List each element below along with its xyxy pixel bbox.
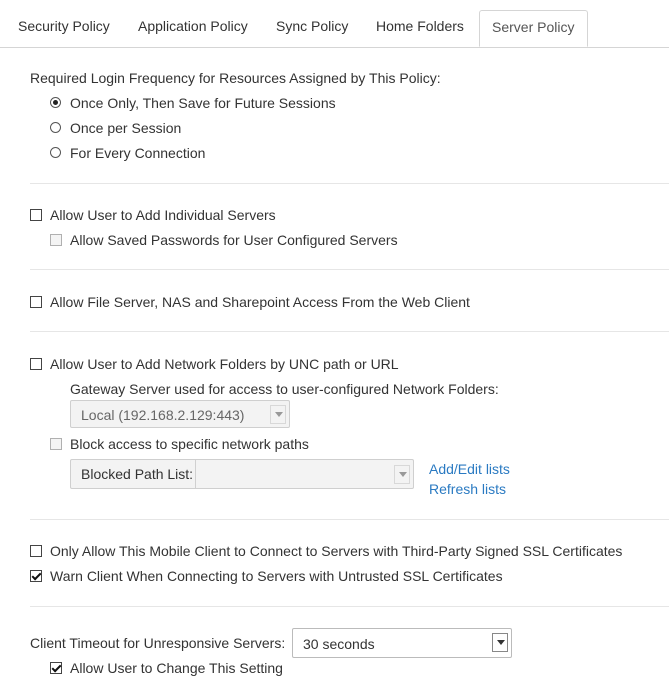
radio-once-per-session-label[interactable]: Once per Session bbox=[70, 120, 182, 136]
tab-application-policy[interactable]: Application Policy bbox=[138, 18, 248, 34]
add-network-folders-label[interactable]: Allow User to Add Network Folders by UNC path or URL bbox=[50, 356, 399, 372]
client-timeout-label: Client Timeout for Unresponsive Servers: bbox=[30, 635, 286, 651]
section-divider bbox=[30, 331, 669, 332]
section-divider bbox=[30, 183, 669, 184]
add-network-folders-checkbox[interactable] bbox=[30, 358, 42, 370]
third-party-ssl-label[interactable]: Only Allow This Mobile Client to Connect to Servers with Third-Party Signed SSL Certificates bbox=[50, 543, 623, 559]
radio-once-per-session[interactable] bbox=[50, 122, 61, 133]
radio-every-connection[interactable] bbox=[50, 147, 61, 158]
chevron-down-icon bbox=[492, 633, 508, 652]
allow-change-setting-label[interactable]: Allow User to Change This Setting bbox=[70, 660, 283, 676]
chevron-down-icon bbox=[394, 465, 410, 484]
tab-sync-policy[interactable]: Sync Policy bbox=[276, 18, 349, 34]
select-divider bbox=[195, 460, 196, 488]
chevron-down-icon bbox=[270, 405, 286, 424]
gateway-server-value: Local (192.168.2.129:443) bbox=[81, 407, 245, 423]
add-individual-servers-label[interactable]: Allow User to Add Individual Servers bbox=[50, 207, 276, 223]
client-timeout-value: 30 seconds bbox=[303, 636, 375, 652]
add-edit-lists-link[interactable]: Add/Edit lists bbox=[429, 461, 510, 477]
third-party-ssl-checkbox[interactable] bbox=[30, 545, 42, 557]
tab-home-folders[interactable]: Home Folders bbox=[376, 18, 464, 34]
block-paths-checkbox[interactable] bbox=[50, 438, 62, 450]
tab-divider bbox=[0, 47, 669, 48]
blocked-path-list-label: Blocked Path List: bbox=[81, 466, 194, 482]
radio-once-only-label[interactable]: Once Only, Then Save for Future Sessions bbox=[70, 95, 336, 111]
saved-passwords-label[interactable]: Allow Saved Passwords for User Configured Servers bbox=[70, 232, 398, 248]
block-paths-label[interactable]: Block access to specific network paths bbox=[70, 436, 309, 452]
radio-once-only[interactable] bbox=[50, 97, 61, 108]
allow-change-setting-checkbox[interactable] bbox=[50, 662, 62, 674]
radio-every-connection-label[interactable]: For Every Connection bbox=[70, 145, 206, 161]
tab-bar bbox=[0, 0, 669, 48]
file-server-access-checkbox[interactable] bbox=[30, 296, 42, 308]
file-server-access-label[interactable]: Allow File Server, NAS and Sharepoint Access From the Web Client bbox=[50, 294, 470, 310]
client-timeout-select[interactable] bbox=[292, 628, 512, 658]
login-frequency-label: Required Login Frequency for Resources Assigned by This Policy: bbox=[30, 70, 441, 86]
tab-security-policy[interactable]: Security Policy bbox=[18, 18, 110, 34]
add-individual-servers-checkbox[interactable] bbox=[30, 209, 42, 221]
saved-passwords-checkbox[interactable] bbox=[50, 234, 62, 246]
section-divider bbox=[30, 269, 669, 270]
tab-server-policy[interactable]: Server Policy bbox=[479, 10, 588, 47]
warn-untrusted-ssl-label[interactable]: Warn Client When Connecting to Servers with Untrusted SSL Certificates bbox=[50, 568, 503, 584]
gateway-server-select[interactable] bbox=[70, 400, 290, 428]
section-divider bbox=[30, 606, 669, 607]
warn-untrusted-ssl-checkbox[interactable] bbox=[30, 570, 42, 582]
section-divider bbox=[30, 519, 669, 520]
gateway-server-label: Gateway Server used for access to user-configured Network Folders: bbox=[70, 381, 499, 397]
blocked-path-list-select[interactable] bbox=[70, 459, 414, 489]
refresh-lists-link[interactable]: Refresh lists bbox=[429, 481, 507, 497]
